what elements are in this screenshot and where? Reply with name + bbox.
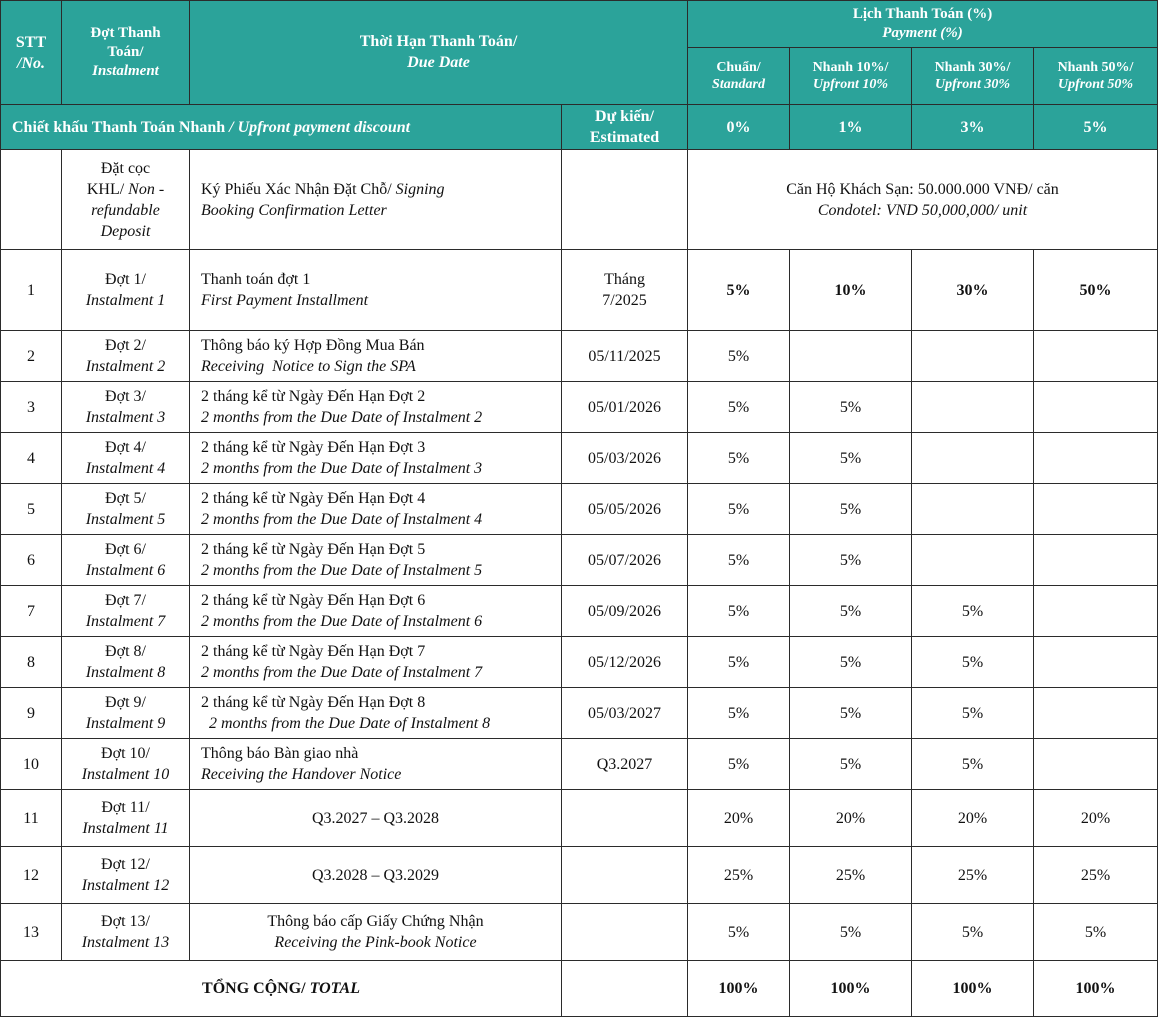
row-number: 2	[1, 331, 62, 382]
upfront-50-cell: 5%	[1034, 904, 1158, 961]
standard-cell: 5%	[688, 586, 790, 637]
upfront-50-cell	[1034, 484, 1158, 535]
table-row	[1, 382, 1158, 433]
upfront-30-cell	[912, 433, 1034, 484]
header-row-1	[1, 1, 1158, 48]
standard-cell: 5%	[688, 331, 790, 382]
discount-upfront-30: 3%	[912, 105, 1034, 150]
upfront-30-cell: 25%	[912, 847, 1034, 904]
estimated-cell	[562, 904, 688, 961]
upfront-50-cell	[1034, 739, 1158, 790]
upfront-10-cell: 5%	[790, 637, 912, 688]
header-plan-upfront-30: Nhanh 30%/ Upfront 30%	[912, 48, 1034, 105]
due-cell: Q3.2027 – Q3.2028	[190, 790, 562, 847]
upfront-10-cell: 5%	[790, 688, 912, 739]
table-row	[1, 847, 1158, 904]
total-estimated	[562, 961, 688, 1017]
installment-cell: Đợt 2/ Instalment 2	[62, 331, 190, 382]
standard-cell: 25%	[688, 847, 790, 904]
upfront-10-cell: 20%	[790, 790, 912, 847]
upfront-10-cell: 25%	[790, 847, 912, 904]
upfront-50-cell	[1034, 382, 1158, 433]
upfront-10-cell: 5%	[790, 739, 912, 790]
upfront-30-cell: 20%	[912, 790, 1034, 847]
table-row	[1, 250, 1158, 331]
upfront-10-cell	[790, 331, 912, 382]
header-installment: Đợt Thanh Toán/ Instalment	[62, 1, 190, 105]
discount-upfront-10: 1%	[790, 105, 912, 150]
upfront-30-cell: 5%	[912, 739, 1034, 790]
upfront-10-cell: 5%	[790, 382, 912, 433]
table-row	[1, 433, 1158, 484]
standard-cell: 5%	[688, 250, 790, 331]
row-number: 1	[1, 250, 62, 331]
estimated-cell	[562, 790, 688, 847]
upfront-10-cell: 5%	[790, 433, 912, 484]
row-number: 8	[1, 637, 62, 688]
deposit-row	[1, 150, 1158, 250]
estimated-cell: 05/01/2026	[562, 382, 688, 433]
upfront-30-cell: 5%	[912, 586, 1034, 637]
total-upfront-30: 100%	[912, 961, 1034, 1017]
table-row	[1, 904, 1158, 961]
total-upfront-50: 100%	[1034, 961, 1158, 1017]
table-row	[1, 331, 1158, 382]
due-cell: 2 tháng kể từ Ngày Đến Hạn Đợt 6 2 months from the Due Date of Instalment 6	[190, 586, 562, 637]
upfront-30-cell: 5%	[912, 904, 1034, 961]
row-number: 10	[1, 739, 62, 790]
upfront-50-cell	[1034, 586, 1158, 637]
row-number: 12	[1, 847, 62, 904]
estimated-cell: Q3.2027	[562, 739, 688, 790]
estimated-cell	[562, 847, 688, 904]
total-row	[1, 961, 1158, 1017]
upfront-50-cell	[1034, 433, 1158, 484]
installment-cell: Đợt 4/ Instalment 4	[62, 433, 190, 484]
estimated-cell: 05/05/2026	[562, 484, 688, 535]
row-number: 11	[1, 790, 62, 847]
due-cell: Thông báo cấp Giấy Chứng Nhận Receiving the Pink-book Notice	[190, 904, 562, 961]
upfront-50-cell	[1034, 688, 1158, 739]
due-cell: Thông báo Bàn giao nhà Receiving the Handover Notice	[190, 739, 562, 790]
due-cell: Thanh toán đợt 1 First Payment Installment	[190, 250, 562, 331]
upfront-50-cell: 50%	[1034, 250, 1158, 331]
table-row	[1, 790, 1158, 847]
upfront-50-cell: 25%	[1034, 847, 1158, 904]
installment-cell: Đợt 7/ Instalment 7	[62, 586, 190, 637]
installment-cell: Đợt 12/ Instalment 12	[62, 847, 190, 904]
upfront-30-cell: 5%	[912, 688, 1034, 739]
installment-cell: Đợt 3/ Instalment 3	[62, 382, 190, 433]
row-number: 13	[1, 904, 62, 961]
row-number: 7	[1, 586, 62, 637]
installment-cell: Đợt 8/ Instalment 8	[62, 637, 190, 688]
header-plan-upfront-10: Nhanh 10%/ Upfront 10%	[790, 48, 912, 105]
table-row	[1, 484, 1158, 535]
standard-cell: 5%	[688, 904, 790, 961]
installment-cell: Đợt 5/ Instalment 5	[62, 484, 190, 535]
due-cell: Thông báo ký Hợp Đồng Mua Bán Receiving Notice to Sign the SPA	[190, 331, 562, 382]
deposit-amount: Căn Hộ Khách Sạn: 50.000.000 VNĐ/ căn Condotel: VND 50,000,000/ unit	[688, 150, 1158, 250]
due-cell: 2 tháng kể từ Ngày Đến Hạn Đợt 7 2 months from the Due Date of Instalment 7	[190, 637, 562, 688]
total-standard: 100%	[688, 961, 790, 1017]
estimated-cell: 05/09/2026	[562, 586, 688, 637]
deposit-installment: Đặt cọc KHL/ Non - refundable Deposit	[62, 150, 190, 250]
row-number: 5	[1, 484, 62, 535]
header-due-date: Thời Hạn Thanh Toán/ Due Date	[190, 1, 688, 105]
deposit-no	[1, 150, 62, 250]
upfront-10-cell: 5%	[790, 586, 912, 637]
discount-label: Chiết khấu Thanh Toán Nhanh / Upfront payment discount	[1, 105, 562, 150]
header-stt: STT /No.	[1, 1, 62, 105]
standard-cell: 5%	[688, 739, 790, 790]
upfront-50-cell	[1034, 637, 1158, 688]
upfront-10-cell: 5%	[790, 484, 912, 535]
estimated-cell: Tháng 7/2025	[562, 250, 688, 331]
standard-cell: 5%	[688, 688, 790, 739]
standard-cell: 5%	[688, 433, 790, 484]
installment-cell: Đợt 9/ Instalment 9	[62, 688, 190, 739]
upfront-50-cell: 20%	[1034, 790, 1158, 847]
upfront-30-cell	[912, 484, 1034, 535]
deposit-estimated	[562, 150, 688, 250]
standard-cell: 20%	[688, 790, 790, 847]
due-cell: 2 tháng kể từ Ngày Đến Hạn Đợt 8 2 months from the Due Date of Instalment 8	[190, 688, 562, 739]
estimated-cell: 05/03/2026	[562, 433, 688, 484]
upfront-30-cell	[912, 331, 1034, 382]
installment-cell: Đợt 13/ Instalment 13	[62, 904, 190, 961]
due-cell: 2 tháng kể từ Ngày Đến Hạn Đợt 3 2 months from the Due Date of Instalment 3	[190, 433, 562, 484]
table-row	[1, 637, 1158, 688]
standard-cell: 5%	[688, 535, 790, 586]
standard-cell: 5%	[688, 382, 790, 433]
deposit-due: Ký Phiếu Xác Nhận Đặt Chỗ/ Signing Booking Confirmation Letter	[190, 150, 562, 250]
discount-estimated-header: Dự kiến/ Estimated	[562, 105, 688, 150]
upfront-30-cell: 5%	[912, 637, 1034, 688]
due-cell: 2 tháng kể từ Ngày Đến Hạn Đợt 5 2 months from the Due Date of Instalment 5	[190, 535, 562, 586]
total-label: TỔNG CỘNG/ TOTAL	[1, 961, 562, 1017]
row-number: 4	[1, 433, 62, 484]
upfront-10-cell: 5%	[790, 904, 912, 961]
due-cell: 2 tháng kể từ Ngày Đến Hạn Đợt 4 2 months from the Due Date of Instalment 4	[190, 484, 562, 535]
estimated-cell: 05/07/2026	[562, 535, 688, 586]
upfront-50-cell	[1034, 535, 1158, 586]
upfront-10-cell: 5%	[790, 535, 912, 586]
table-row	[1, 688, 1158, 739]
installment-cell: Đợt 11/ Instalment 11	[62, 790, 190, 847]
standard-cell: 5%	[688, 637, 790, 688]
installment-cell: Đợt 10/ Instalment 10	[62, 739, 190, 790]
estimated-cell: 05/11/2025	[562, 331, 688, 382]
estimated-cell: 05/03/2027	[562, 688, 688, 739]
row-number: 3	[1, 382, 62, 433]
row-number: 6	[1, 535, 62, 586]
table-row	[1, 739, 1158, 790]
table-row	[1, 586, 1158, 637]
header-payment-schedule: Lịch Thanh Toán (%) Payment (%)	[688, 1, 1158, 48]
upfront-30-cell	[912, 382, 1034, 433]
header-plan-standard: Chuẩn/ Standard	[688, 48, 790, 105]
due-cell: Q3.2028 – Q3.2029	[190, 847, 562, 904]
upfront-30-cell: 30%	[912, 250, 1034, 331]
installment-cell: Đợt 1/ Instalment 1	[62, 250, 190, 331]
standard-cell: 5%	[688, 484, 790, 535]
row-number: 9	[1, 688, 62, 739]
upfront-10-cell: 10%	[790, 250, 912, 331]
discount-standard: 0%	[688, 105, 790, 150]
due-cell: 2 tháng kể từ Ngày Đến Hạn Đợt 2 2 months from the Due Date of Instalment 2	[190, 382, 562, 433]
estimated-cell: 05/12/2026	[562, 637, 688, 688]
header-plan-upfront-50: Nhanh 50%/ Upfront 50%	[1034, 48, 1158, 105]
discount-upfront-50: 5%	[1034, 105, 1158, 150]
upfront-30-cell	[912, 535, 1034, 586]
discount-row	[1, 105, 1158, 150]
upfront-50-cell	[1034, 331, 1158, 382]
table-row	[1, 535, 1158, 586]
total-upfront-10: 100%	[790, 961, 912, 1017]
installment-cell: Đợt 6/ Instalment 6	[62, 535, 190, 586]
